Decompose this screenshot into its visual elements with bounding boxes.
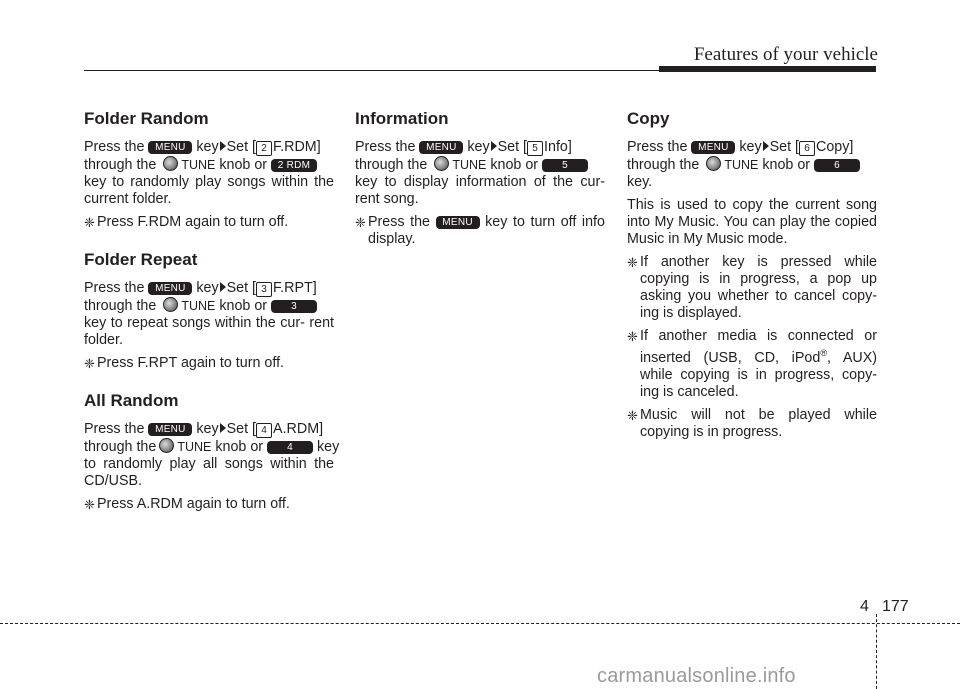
key-4-icon: 4 xyxy=(267,441,313,454)
copy-note-1: ❈ If another key is pressed while copying is in progress, a pop up asking you whether to cancel copy- ing is displayed. xyxy=(627,254,877,321)
number-2-icon: 2 xyxy=(256,141,272,156)
key-3-icon: 3 xyxy=(271,300,317,313)
column-right xyxy=(627,108,877,447)
watermark: carmanualsonline.info xyxy=(597,665,796,687)
menu-key-icon: MENU xyxy=(148,141,192,154)
information-instructions: Press the MENU key Set [ 5 Info] through the TUNE knob or 5 key to display information of the cur- rent song. xyxy=(355,139,605,207)
all-random-heading: All Random xyxy=(84,391,179,410)
copy-description: This is used to copy the current song into My Music. You can play the copied Music in My Music mode. xyxy=(627,197,877,247)
column-middle xyxy=(355,108,605,254)
header-title: Features of your vehicle xyxy=(693,44,878,65)
note-mark-icon: ❈ xyxy=(627,407,638,423)
menu-key-icon: MENU xyxy=(436,216,480,229)
footer-rule xyxy=(0,623,960,624)
information-heading: Information xyxy=(355,109,449,128)
tune-knob-icon xyxy=(434,156,449,171)
folder-repeat-instructions: Press the MENU key Set [ 3 F.RPT] through the TUNE knob or 3 key to repeat songs within the cur- rent folder. xyxy=(84,280,334,348)
arrow-right-icon xyxy=(220,423,226,433)
arrow-right-icon xyxy=(220,141,226,151)
note-mark-icon: ❈ xyxy=(84,356,95,371)
information-note: ❈ Press the MENU key to turn off info display. xyxy=(355,214,605,247)
tune-knob-icon xyxy=(163,156,178,171)
number-4-icon: 4 xyxy=(256,423,272,438)
folder-repeat-note: ❈ Press F.RPT again to turn off. xyxy=(84,355,285,371)
chapter-number: 4 xyxy=(860,598,869,615)
key-6-icon: 6 xyxy=(814,159,860,172)
arrow-right-icon xyxy=(491,141,497,151)
folder-repeat-heading: Folder Repeat xyxy=(84,250,198,269)
copy-note-2: ❈ If another media is connected or inserted (USB, CD, iPod®, AUX) while copying is in progress, copy- ing is canceled. xyxy=(627,328,877,400)
folder-random-heading: Folder Random xyxy=(84,109,209,128)
tune-knob-icon xyxy=(163,297,178,312)
folder-random-note: ❈ Press F.RDM again to turn off. xyxy=(84,214,289,230)
tune-knob-icon xyxy=(159,438,174,453)
note-mark-icon: ❈ xyxy=(627,329,638,344)
copy-note-3: ❈ Music will not be played while copying is in progress. xyxy=(627,406,877,440)
menu-key-icon: MENU xyxy=(419,141,463,154)
all-random-note: ❈ Press A.RDM again to turn off. xyxy=(84,496,290,512)
copy-heading: Copy xyxy=(627,109,670,128)
number-5-icon: 5 xyxy=(527,141,543,156)
menu-key-icon: MENU xyxy=(691,141,735,154)
column-left xyxy=(84,108,340,519)
note-mark-icon: ❈ xyxy=(84,215,95,230)
header-bar xyxy=(659,66,876,72)
number-3-icon: 3 xyxy=(256,282,272,297)
number-6-icon: 6 xyxy=(799,141,815,156)
copy-instructions: Press the MENU key Set [ 6 Copy] through the TUNE knob or 6 key. xyxy=(627,139,877,191)
key-5-icon: 5 xyxy=(542,159,588,172)
page-number: 177 xyxy=(882,598,909,615)
arrow-right-icon xyxy=(220,282,226,292)
all-random-instructions: Press the MENU key Set [ 4 A.RDM] through the TUNE knob or 4 key to randomly play all songs within the CD/USB. xyxy=(84,421,340,489)
folder-random-instructions: Press the MENU key Set [ 2 F.RDM] through the TUNE knob or 2 RDM key to randomly play songs within the current folder. xyxy=(84,139,334,207)
tune-knob-icon xyxy=(706,156,721,171)
menu-key-icon: MENU xyxy=(148,282,192,295)
menu-key-icon: MENU xyxy=(148,423,192,436)
rdm-key-icon: 2 RDM xyxy=(271,159,317,172)
note-mark-icon: ❈ xyxy=(627,255,638,270)
note-mark-icon: ❈ xyxy=(84,497,95,512)
arrow-right-icon xyxy=(763,141,769,151)
note-mark-icon: ❈ xyxy=(355,215,366,230)
footer-divider xyxy=(876,614,877,689)
